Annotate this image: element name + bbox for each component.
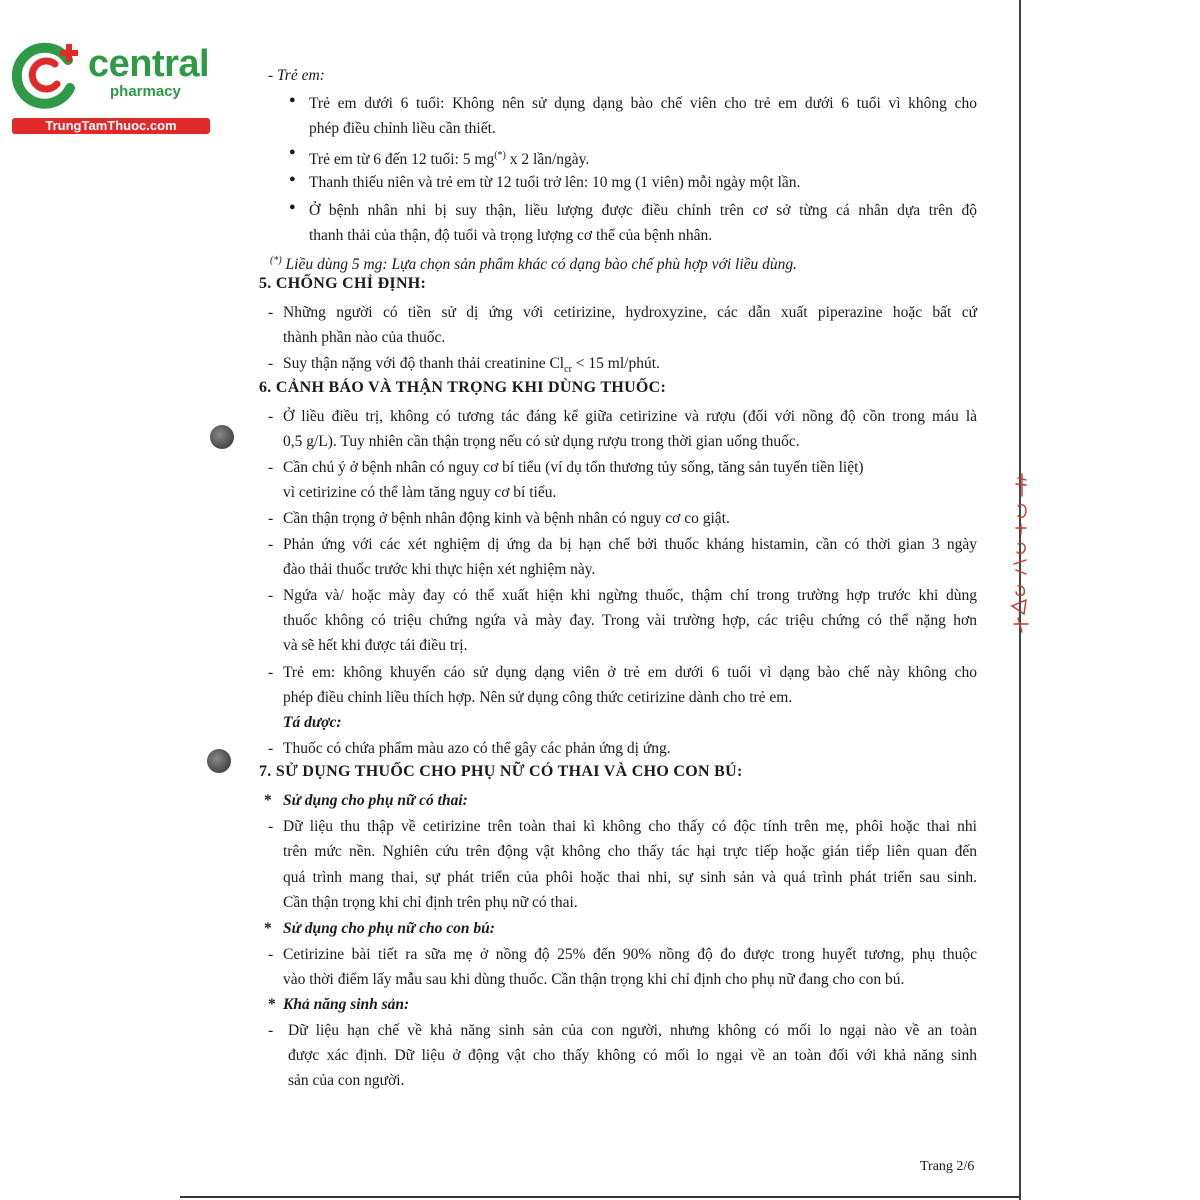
fertility-line-2: được xác định. Dữ liệu ở động vật cho thấy không có mối lo ngại về an toàn đối với khả năng sinh [288,1047,977,1064]
contraindication-2-value: < 15 ml/phút. [571,355,660,372]
breastfeeding-line-2: vào thời điểm lấy mẫu sau khi dùng thuốc. Cần thận trọng khi chỉ định cho phụ nữ đang cho con bú. [283,971,905,988]
asterisk-marker: * [264,920,272,937]
dash-marker: - [268,355,274,372]
pharmacy-logo-icon [10,38,86,114]
pregnancy-line-2: trên mức nền. Nghiên cứu trên động vật không cho thấy tác hại trực tiếp hoặc gián tiếp liên quan đến [283,843,977,860]
bullet-icon: ● [289,146,296,158]
fertility-subheading: Khả năng sinh sản: [283,996,410,1013]
bottom-edge-line [180,1196,1020,1198]
handwritten-annotation-icon [988,470,1048,640]
warning-4-line-2: đào thải thuốc trước khi thực hiện xét nghiệm này. [283,561,596,578]
section-6-heading: 6. CẢNH BÁO VÀ THẬN TRỌNG KHI DÙNG THUỐC: [259,379,667,396]
warning-2-line-1: Cần chú ý ở bệnh nhân có nguy cơ bí tiểu (ví dụ tổn thương tủy sống, tăng sản tuyến tiền liệt) [283,459,864,476]
pregnancy-line-1: Dữ liệu thu thập về cetirizine trên toàn thai kì không cho thấy có độc tính trên mẹ, phôi hoặc thai nhi [283,818,977,835]
logo-name: central [88,43,210,85]
children-item-2 [309,145,589,171]
logo-url[interactable]: TrungTamThuoc.com [12,118,210,134]
dosage-footnote-text: Liều dùng 5 mg: Lựa chọn sản phẩm khác có dạng bào chế phù hợp với liều dùng. [281,256,798,274]
asterisk-marker: * [268,996,276,1013]
bullet-icon: ● [289,173,296,185]
contraindication-2 [283,353,660,381]
warning-4-line-1: Phản ứng với các xét nghiệm dị ứng da bị hạn chế bởi thuốc kháng histamin, cần có thời gian 3 ngày [283,536,977,553]
asterisk-marker: * [264,792,272,809]
dash-marker: - [268,536,274,553]
children-label: - Trẻ em: [268,67,325,84]
dash-marker: - [268,664,274,681]
clearance-subscript: cr [564,364,572,376]
logo-subtitle: pharmacy [110,83,181,100]
warning-5-line-1: Ngứa và/ hoặc mày đay có thể xuất hiện khi ngừng thuốc, thậm chí trong trường hợp trước khi dùng [283,587,977,604]
dash-marker: - [268,510,274,527]
dash-marker: - [268,587,274,604]
children-item-4-line-1: Ở bệnh nhân nhi bị suy thận, liều lượng được điều chỉnh trên cơ sở từng cá nhân dựa trên độ [309,202,977,219]
warning-1-line-1: Ở liều điều trị, không có tương tác đáng kể giữa cetirizine và rượu (đối với nồng độ cồn trong máu là [283,408,977,425]
dash-marker: - [268,304,274,321]
dosage-footnote [270,250,797,276]
children-item-2-dose: x 2 lần/ngày. [505,151,590,169]
warning-2-line-2: vì cetirizine có thể làm tăng nguy cơ bí tiểu. [283,484,557,501]
fertility-line-3: sản của con người. [288,1072,405,1089]
section-5-heading: 5. CHỐNG CHỈ ĐỊNH: [259,275,427,292]
fertility-line-1: Dữ liệu hạn chế về khả năng sinh sản của con người, nhưng không có mối lo ngại nào về an toàn [288,1022,977,1039]
dash-marker: - [268,408,274,425]
pregnancy-subheading: Sử dụng cho phụ nữ có thai: [283,792,468,809]
warning-6-line-2: phép điều chỉnh liều thích hợp. Nên sử dụng công thức cetirizine dành cho trẻ em. [283,689,793,706]
pregnancy-line-3: quá trình mang thai, sự phát triển của phôi hoặc thai nhi, sự sinh sản và quá trình phát triển sau sinh. [283,869,977,886]
warning-7: Thuốc có chứa phẩm màu azo có thể gây các phản ứng dị ứng. [283,740,671,757]
children-item-3: Thanh thiếu niên và trẻ em từ 12 tuổi trở lên: 10 mg (1 viên) mỗi ngày một lần. [309,174,801,191]
footnote-marker: (*) [270,255,282,266]
excipient-heading: Tá dược: [283,714,342,731]
contraindication-1-line-2: thành phần nào của thuốc. [283,329,446,346]
footnote-marker: (*) [494,150,506,161]
pregnancy-line-4: Cần thận trọng khi chỉ định trên phụ nữ có thai. [283,894,578,911]
children-item-2-text: Trẻ em từ 6 đến 12 tuổi: 5 mg [309,151,495,169]
punch-hole-bottom [207,749,231,773]
breastfeeding-subheading: Sử dụng cho phụ nữ cho con bú: [283,920,495,937]
section-7-heading: 7. SỬ DỤNG THUỐC CHO PHỤ NỮ CÓ THAI VÀ CHO CON BÚ: [259,763,743,780]
contraindication-1-line-1: Những người có tiền sử dị ứng với cetirizine, hydroxyzine, các dẫn xuất piperazine hoặc bất cứ [283,304,977,321]
central-pharmacy-logo [10,38,215,138]
warning-1-line-2: 0,5 g/L). Tuy nhiên cần thận trọng nếu có sử dụng rượu trong thời gian uống thuốc. [283,433,800,450]
warning-6-line-1: Trẻ em: không khuyến cáo sử dụng dạng viên ở trẻ em dưới 6 tuổi vì dạng bào chế này không cho [283,664,977,681]
bullet-icon: ● [289,201,296,213]
punch-hole-top [210,425,234,449]
dash-marker: - [268,459,274,476]
children-item-1-line-1: Trẻ em dưới 6 tuổi: Không nên sử dụng dạng bào chế viên cho trẻ em dưới 6 tuổi vì không cho [309,95,977,112]
page-number: Trang 2/6 [920,1159,975,1174]
warning-5-line-3: và sẽ hết khi được tái điều trị. [283,637,468,654]
warning-3: Cần thận trọng ở bệnh nhân động kinh và bệnh nhân có nguy cơ co giật. [283,510,730,527]
contraindication-2-text: Suy thận nặng với độ thanh thải creatinine Cl [283,355,565,372]
dash-marker: - [268,818,274,835]
children-item-4-line-2: thanh thải của thận, độ tuổi và trọng lượng cơ thể của bệnh nhân. [309,227,713,244]
warning-5-line-2: thuốc không có triệu chứng ngứa và mày đay. Trong vài trường hợp, các triệu chứng có thể nặng hơn [283,612,977,629]
dash-marker: - [268,946,274,963]
bullet-icon: ● [289,94,296,106]
breastfeeding-line-1: Cetirizine bài tiết ra sữa mẹ ở nồng độ 25% đến 90% nồng độ đo được trong huyết tương, phụ thuộc [283,946,977,963]
dash-marker: - [268,740,274,757]
children-item-1-line-2: phép điều chỉnh liều cần thiết. [309,120,496,137]
dash-marker: - [268,1022,274,1039]
